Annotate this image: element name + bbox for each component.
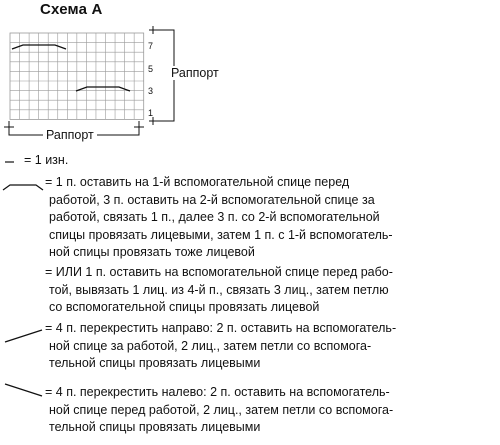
legend-line: ной спице за работой, 2 лиц., затем петли со вспомога- [49,338,372,353]
legend-line: ной спице перед работой, 2 лиц., затем петли со вспомога- [49,402,394,417]
legend-line: ной спицы провязать тоже лицевой [49,245,255,259]
legend-line: = ИЛИ 1 п. оставить на вспомогательной спице перед рабо- [45,265,393,279]
legend-line: работой, 3 п. оставить на 2-й вспомогательной спице за [49,192,375,207]
rapport-label-bottom: Раппорт [43,128,97,142]
row-number-7: 7 [148,41,154,51]
legend-line: тельной спицы провязать лицевыми [49,356,261,370]
row-number-3: 3 [148,86,154,96]
legend-line: работой, связать 1 п., далее 3 п. со 2-й вспомогательной [49,210,380,224]
legend-line: спицы провязать лицевыми, затем 1 п. с 1-й вспомогатель- [49,227,393,242]
legend-line: = 1 изн. [24,153,69,167]
row-number-5: 5 [148,64,154,74]
rapport-label-right: Раппорт [171,66,219,80]
legend-line: = 4 п. перекрестить налево: 2 п. оставить на вспомогатель- [45,385,390,399]
legend-line: тельной спицы провязать лицевыми [49,420,261,434]
legend-line: той, вывязать 1 лиц. из 4-й п., связать 3 лиц., затем петлю [49,282,389,297]
legend-line: = 4 п. перекрестить направо: 2 п. оставить на вспомогатель- [45,321,397,335]
legend-line: = 1 п. оставить на 1-й вспомогательной спице перед [45,175,350,189]
chart-title: Схема А [40,1,103,18]
row-number-1: 1 [148,108,154,118]
legend-line: со вспомогательной спицы провязать лицевой [49,300,320,314]
